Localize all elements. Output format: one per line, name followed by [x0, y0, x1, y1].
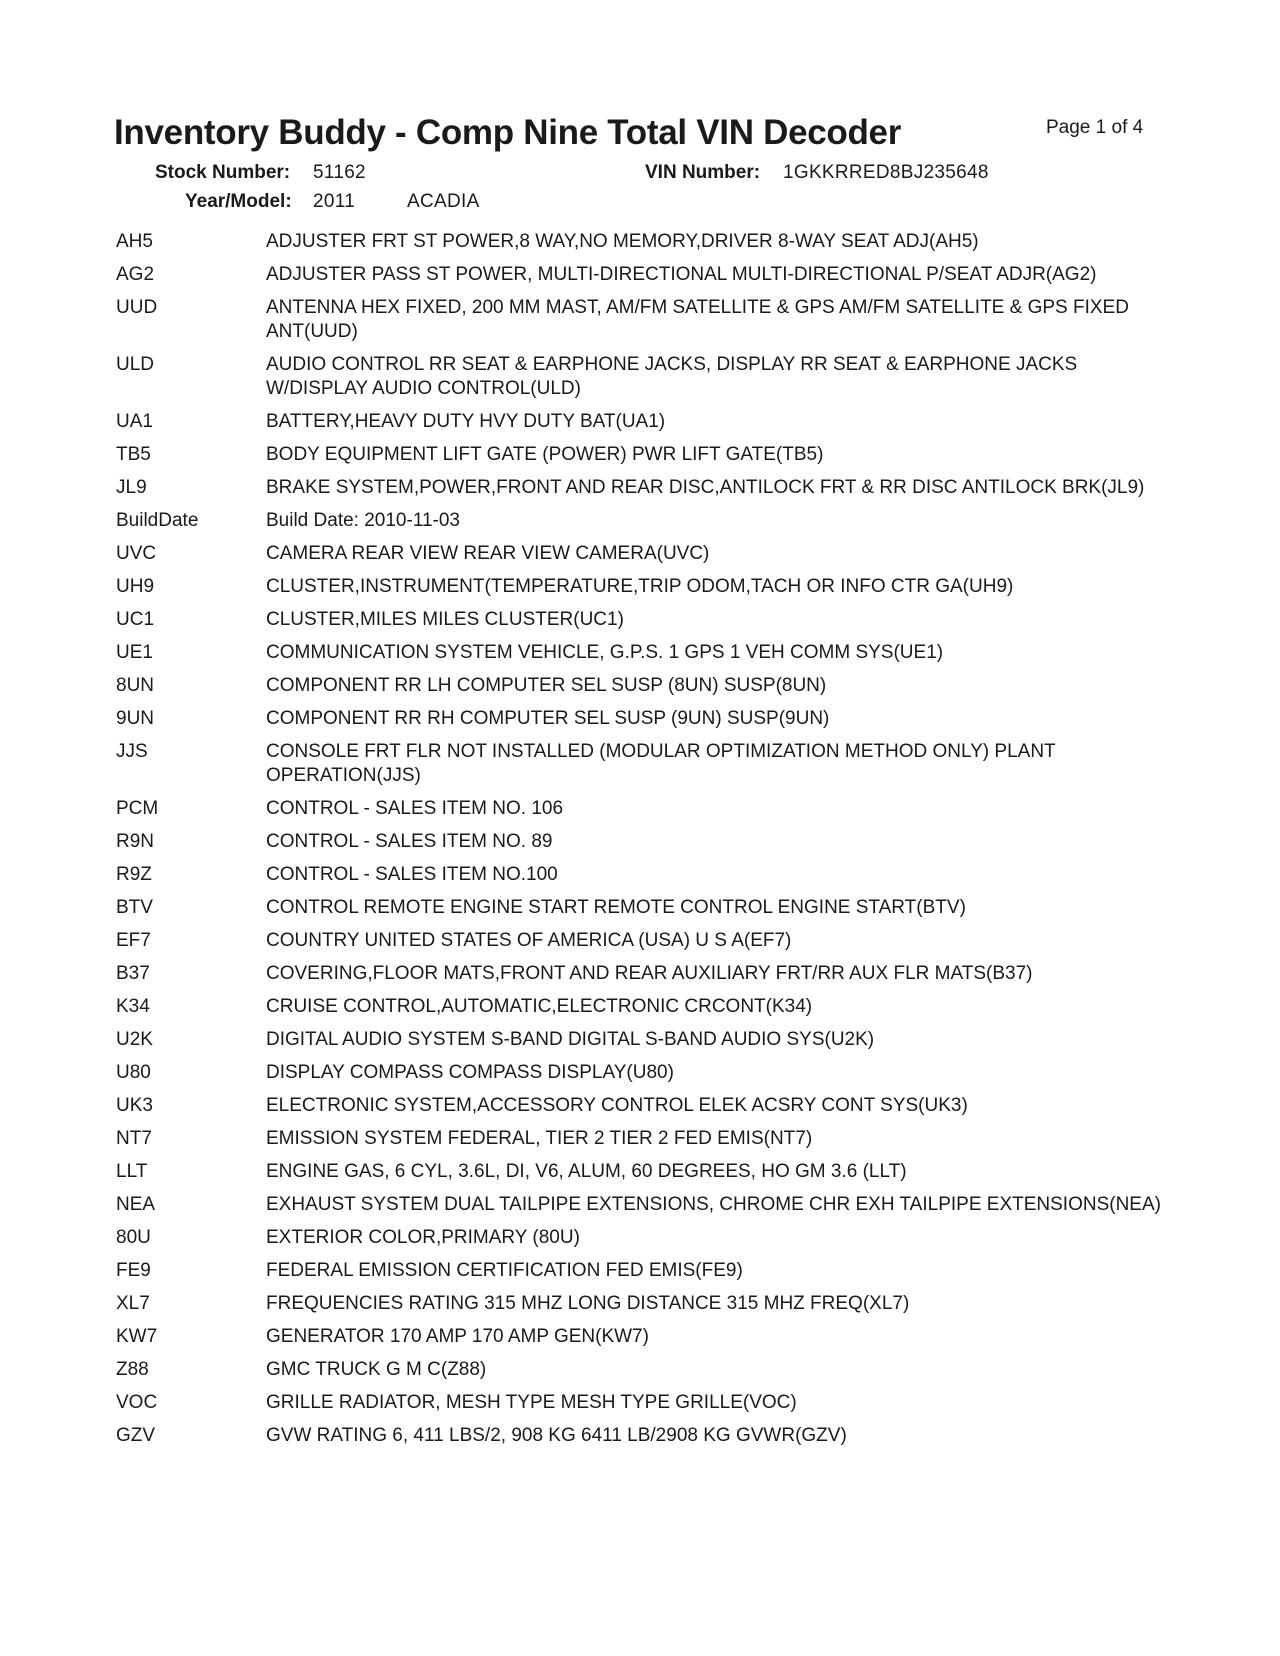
option-description: CONTROL - SALES ITEM NO.100	[266, 864, 558, 885]
option-code: U80	[116, 1062, 151, 1083]
option-description: CAMERA REAR VIEW REAR VIEW CAMERA(UVC)	[266, 543, 710, 564]
option-code: R9N	[116, 831, 155, 852]
model-value: ACADIA	[407, 191, 480, 212]
option-code: B37	[116, 963, 150, 984]
option-row	[116, 1358, 1176, 1382]
option-code: UH9	[116, 576, 155, 597]
option-row	[116, 962, 1176, 986]
option-description: BODY EQUIPMENT LIFT GATE (POWER) PWR LIFT GATE(TB5)	[266, 444, 824, 465]
option-code: UVC	[116, 543, 157, 564]
option-code: XL7	[116, 1293, 150, 1314]
option-description: CONTROL - SALES ITEM NO. 89	[266, 831, 553, 852]
option-code: FE9	[116, 1260, 151, 1281]
option-description: CLUSTER,MILES MILES CLUSTER(UC1)	[266, 609, 624, 630]
option-code: UK3	[116, 1095, 153, 1116]
option-description: COUNTRY UNITED STATES OF AMERICA (USA) U S A(EF7)	[266, 930, 792, 951]
option-description: GRILLE RADIATOR, MESH TYPE MESH TYPE GRILLE(VOC)	[266, 1392, 797, 1413]
option-code: NT7	[116, 1128, 152, 1149]
option-row	[116, 1028, 1176, 1052]
option-row	[116, 995, 1176, 1019]
option-description: COVERING,FLOOR MATS,FRONT AND REAR AUXILIARY FRT/RR AUX FLR MATS(B37)	[266, 963, 1033, 984]
option-row	[116, 1061, 1176, 1085]
option-row	[116, 410, 1176, 434]
option-description: COMPONENT RR RH COMPUTER SEL SUSP (9UN) SUSP(9UN)	[266, 708, 830, 729]
option-row	[116, 608, 1176, 632]
option-description: EXHAUST SYSTEM DUAL TAILPIPE EXTENSIONS, CHROME CHR EXH TAILPIPE EXTENSIONS(NEA)	[266, 1194, 1161, 1215]
option-code: UA1	[116, 411, 153, 432]
option-row	[116, 674, 1176, 698]
option-row	[116, 707, 1176, 731]
option-code: KW7	[116, 1326, 158, 1347]
option-description: DIGITAL AUDIO SYSTEM S-BAND DIGITAL S-BAND AUDIO SYS(U2K)	[266, 1029, 875, 1050]
option-row	[116, 296, 1176, 344]
option-description: GVW RATING 6, 411 LBS/2, 908 KG 6411 LB/2908 KG GVWR(GZV)	[266, 1425, 847, 1446]
option-description: FEDERAL EMISSION CERTIFICATION FED EMIS(FE9)	[266, 1260, 743, 1281]
option-row	[116, 1292, 1176, 1316]
option-description: DISPLAY COMPASS COMPASS DISPLAY(U80)	[266, 1062, 674, 1083]
option-row	[116, 263, 1176, 287]
option-description: CONTROL - SALES ITEM NO. 106	[266, 798, 564, 819]
option-code: NEA	[116, 1194, 156, 1215]
option-code: UC1	[116, 609, 155, 630]
option-code: BTV	[116, 897, 153, 918]
option-description: CLUSTER,INSTRUMENT(TEMPERATURE,TRIP ODOM,TACH OR INFO CTR GA(UH9)	[266, 576, 1014, 597]
option-description: CONSOLE FRT FLR NOT INSTALLED (MODULAR OPTIMIZATION METHOD ONLY) PLANT OPERATION(JJS)	[266, 741, 1056, 786]
option-row	[116, 1127, 1176, 1151]
option-row	[116, 1193, 1176, 1217]
option-row	[116, 575, 1176, 599]
option-description: EXTERIOR COLOR,PRIMARY (80U)	[266, 1227, 580, 1248]
option-row	[116, 476, 1176, 500]
option-row	[116, 1094, 1176, 1118]
option-code: Z88	[116, 1359, 149, 1380]
year-value: 2011	[313, 191, 356, 212]
option-description: ADJUSTER FRT ST POWER,8 WAY,NO MEMORY,DRIVER 8-WAY SEAT ADJ(AH5)	[266, 231, 979, 252]
option-description: CONTROL REMOTE ENGINE START REMOTE CONTROL ENGINE START(BTV)	[266, 897, 966, 918]
option-row	[116, 896, 1176, 920]
document-title: Inventory Buddy - Comp Nine Total VIN Decoder	[114, 113, 902, 152]
option-code: 9UN	[116, 708, 155, 729]
option-row	[116, 740, 1176, 788]
option-description: AUDIO CONTROL RR SEAT & EARPHONE JACKS, DISPLAY RR SEAT & EARPHONE JACKS W/DISPLAY AUDIO CONTROL(ULD)	[266, 354, 1078, 399]
option-row	[116, 353, 1176, 401]
option-row	[116, 1160, 1176, 1184]
option-code: U2K	[116, 1029, 153, 1050]
option-description: COMMUNICATION SYSTEM VEHICLE, G.P.S. 1 GPS 1 VEH COMM SYS(UE1)	[266, 642, 944, 663]
option-description: ANTENNA HEX FIXED, 200 MM MAST, AM/FM SATELLITE & GPS AM/FM SATELLITE & GPS FIXED ANT(UUD)	[266, 297, 1129, 342]
option-code: R9Z	[116, 864, 152, 885]
year-model-label: Year/Model:	[185, 191, 292, 212]
option-description: ADJUSTER PASS ST POWER, MULTI-DIRECTIONAL MULTI-DIRECTIONAL P/SEAT ADJR(AG2)	[266, 264, 1097, 285]
option-code: AH5	[116, 231, 153, 252]
option-row	[116, 797, 1176, 821]
option-row	[116, 542, 1176, 566]
option-description: GENERATOR 170 AMP 170 AMP GEN(KW7)	[266, 1326, 649, 1347]
option-description: ELECTRONIC SYSTEM,ACCESSORY CONTROL ELEK ACSRY CONT SYS(UK3)	[266, 1095, 968, 1116]
option-code-list	[116, 230, 1176, 1457]
option-description: BRAKE SYSTEM,POWER,FRONT AND REAR DISC,ANTILOCK FRT & RR DISC ANTILOCK BRK(JL9)	[266, 477, 1145, 498]
option-code: K34	[116, 996, 150, 1017]
vin-number-label: VIN Number:	[645, 162, 761, 183]
option-row	[116, 443, 1176, 467]
option-row	[116, 1259, 1176, 1283]
option-code: UE1	[116, 642, 153, 663]
option-description: BATTERY,HEAVY DUTY HVY DUTY BAT(UA1)	[266, 411, 666, 432]
option-code: JL9	[116, 477, 147, 498]
option-code: ULD	[116, 354, 155, 375]
option-code: EF7	[116, 930, 151, 951]
option-row	[116, 1424, 1176, 1448]
option-code: GZV	[116, 1425, 156, 1446]
option-code: LLT	[116, 1161, 148, 1182]
option-description: GMC TRUCK G M C(Z88)	[266, 1359, 487, 1380]
option-row	[116, 230, 1176, 254]
option-code: AG2	[116, 264, 155, 285]
stock-number-value: 51162	[313, 162, 366, 183]
option-description: EMISSION SYSTEM FEDERAL, TIER 2 TIER 2 FED EMIS(NT7)	[266, 1128, 813, 1149]
option-row	[116, 641, 1176, 665]
option-description: CRUISE CONTROL,AUTOMATIC,ELECTRONIC CRCONT(K34)	[266, 996, 813, 1017]
option-code: 8UN	[116, 675, 155, 696]
option-code: UUD	[116, 297, 158, 318]
option-code: JJS	[116, 741, 148, 762]
option-description: COMPONENT RR LH COMPUTER SEL SUSP (8UN) SUSP(8UN)	[266, 675, 827, 696]
option-row	[116, 509, 1176, 533]
option-code: BuildDate	[116, 510, 199, 531]
option-row	[116, 830, 1176, 854]
option-code: PCM	[116, 798, 159, 819]
page-number: Page 1 of 4	[1046, 117, 1144, 138]
option-description: FREQUENCIES RATING 315 MHZ LONG DISTANCE 315 MHZ FREQ(XL7)	[266, 1293, 910, 1314]
option-description: Build Date: 2010-11-03	[266, 510, 460, 531]
option-code: TB5	[116, 444, 151, 465]
option-row	[116, 1391, 1176, 1415]
option-row	[116, 1325, 1176, 1349]
vin-number-value: 1GKKRRED8BJ235648	[783, 162, 989, 183]
option-code: VOC	[116, 1392, 158, 1413]
option-row	[116, 1226, 1176, 1250]
option-description: ENGINE GAS, 6 CYL, 3.6L, DI, V6, ALUM, 60 DEGREES, HO GM 3.6 (LLT)	[266, 1161, 907, 1182]
option-row	[116, 929, 1176, 953]
stock-number-label: Stock Number:	[155, 162, 291, 183]
option-code: 80U	[116, 1227, 151, 1248]
option-row	[116, 863, 1176, 887]
